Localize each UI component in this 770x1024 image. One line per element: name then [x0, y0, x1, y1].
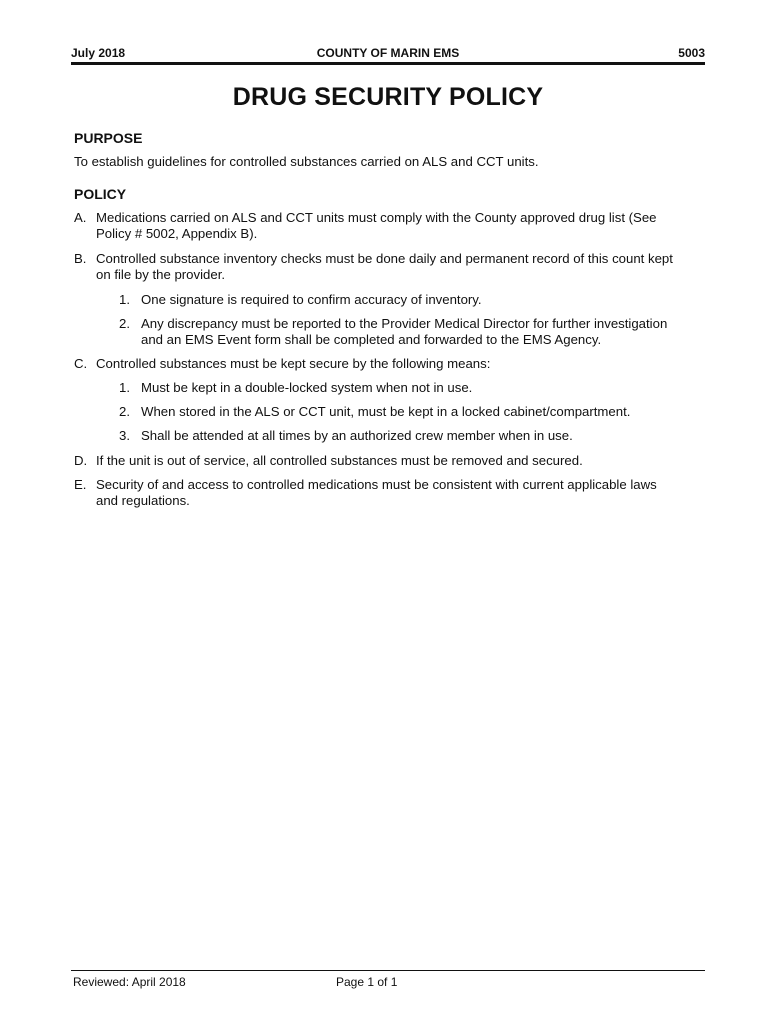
subitem-line: When stored in the ALS or CCT unit, must be kept in a locked cabinet/compartment. — [141, 404, 631, 419]
subitem-text — [141, 292, 706, 308]
item-line: Medications carried on ALS and CCT units must comply with the County approved drug list (See — [96, 210, 657, 225]
item-text — [96, 477, 706, 509]
page-header — [71, 46, 705, 62]
subitem-marker: 1. — [119, 380, 130, 395]
item-line: Security of and access to controlled medications must be consistent with current applicable laws — [96, 477, 657, 492]
header-date: July 2018 — [71, 46, 126, 60]
footer-rule — [71, 970, 705, 971]
item-line: Policy # 5002, Appendix B). — [96, 226, 258, 241]
subitem-line: Shall be attended at all times by an authorized crew member when in use. — [141, 428, 573, 443]
subitem-line: and an EMS Event form shall be completed and forwarded to the EMS Agency. — [141, 332, 602, 347]
item-marker: D. — [74, 453, 88, 468]
item-line: If the unit is out of service, all controlled substances must be removed and secured. — [96, 453, 583, 468]
item-text — [96, 453, 706, 469]
policy-heading: POLICY — [74, 186, 127, 202]
subitem-line: Any discrepancy must be reported to the Provider Medical Director for further investigation — [141, 316, 668, 331]
subitem-marker: 3. — [119, 428, 130, 443]
header-rule — [71, 62, 705, 65]
subitem-marker: 2. — [119, 316, 130, 331]
item-marker: C. — [74, 356, 88, 371]
item-line: on file by the provider. — [96, 267, 226, 282]
subitem-text — [141, 380, 706, 396]
subitem-text — [141, 404, 706, 420]
purpose-heading: PURPOSE — [74, 130, 143, 146]
item-text — [96, 356, 706, 372]
item-marker: E. — [74, 477, 87, 492]
item-text — [96, 210, 706, 242]
subitem-text — [141, 428, 706, 444]
subitem-line: One signature is required to confirm accuracy of inventory. — [141, 292, 482, 307]
item-text — [96, 251, 706, 283]
footer-reviewed-date: Reviewed: April 2018 — [73, 975, 186, 989]
header-organization: COUNTY OF MARIN EMS — [316, 46, 460, 60]
subitem-marker: 2. — [119, 404, 130, 419]
item-line: Controlled substances must be kept secure by the following means: — [96, 356, 491, 371]
footer-page-number: Page 1 of 1 — [336, 975, 398, 989]
item-marker: A. — [74, 210, 87, 225]
purpose-text: To establish guidelines for controlled substances carried on ALS and CCT units. — [74, 154, 539, 169]
item-line: and regulations. — [96, 493, 190, 508]
subitem-line: Must be kept in a double-locked system when not in use. — [141, 380, 473, 395]
subitem-marker: 1. — [119, 292, 130, 307]
page-title: DRUG SECURITY POLICY — [232, 83, 544, 111]
item-line: Controlled substance inventory checks must be done daily and permanent record of this count kept — [96, 251, 673, 266]
item-marker: B. — [74, 251, 87, 266]
header-policy-number: 5003 — [678, 46, 705, 60]
subitem-text — [141, 316, 706, 348]
